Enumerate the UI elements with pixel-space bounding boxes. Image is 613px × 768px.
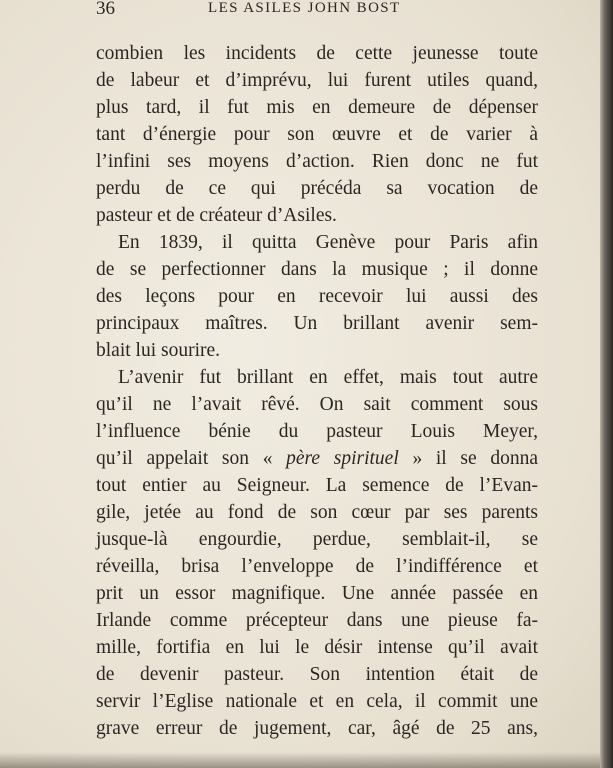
text-line: pasteur et de créateur d’Asiles. <box>96 205 337 226</box>
text-line: prit un essor magnifique. Une année passée en <box>96 583 538 604</box>
text-line: servir l’Eglise nationale et en cela, il commit une <box>96 691 538 712</box>
text-line-with-italic: qu’il appelait son « père spirituel » il se donna <box>96 448 538 469</box>
body-text <box>96 40 538 742</box>
text-line: plus tard, il fut mis en demeure de dépenser <box>96 97 538 118</box>
paragraph-3 <box>96 364 538 742</box>
paragraph-1 <box>96 40 538 229</box>
text-line: L’avenir fut brillant en effet, mais tout autre <box>118 367 538 388</box>
paragraph-2 <box>96 229 538 364</box>
text-line: Irlande comme précepteur dans une pieuse fa- <box>96 610 538 631</box>
text-line: réveilla, brisa l’enveloppe de l’indifférence et <box>96 556 538 577</box>
text-line: grave erreur de jugement, car, âgé de 25 ans, <box>96 718 538 739</box>
italic-phrase: père spirituel <box>286 448 399 469</box>
text-line: gile, jetée au fond de son cœur par ses parents <box>96 502 538 523</box>
text-line: l’infini ses moyens d’action. Rien donc ne fut <box>96 151 538 172</box>
text-line: de se perfectionner dans la musique ; il donne <box>96 259 538 280</box>
page-edge <box>600 0 613 768</box>
text-line: de labeur et d’imprévu, lui furent utiles quand, <box>96 70 538 91</box>
text-line: l’influence bénie du pasteur Louis Meyer, <box>96 421 538 442</box>
text-line: des leçons pour en recevoir lui aussi des <box>96 286 538 307</box>
text-line: jusque-là engourdie, perdue, semblait-il, se <box>96 529 538 550</box>
page-number: 36 <box>96 0 115 19</box>
text-line: tout entier au Seigneur. La semence de l’Evan- <box>96 475 538 496</box>
text-line: tant d’énergie pour son œuvre et de varier à <box>96 124 538 145</box>
text-line: perdu de ce qui précéda sa vocation de <box>96 178 538 199</box>
page-header <box>96 0 541 20</box>
page-bottom-shadow <box>0 752 600 768</box>
text-line: qu’il ne l’avait rêvé. On sait comment sous <box>96 394 538 415</box>
text-line: principaux maîtres. Un brillant avenir sem- <box>96 313 538 334</box>
text-line: mille, fortifia en lui le désir intense qu’il avait <box>96 637 538 658</box>
running-title: LES ASILES JOHN BOST <box>208 0 401 16</box>
text-line: combien les incidents de cette jeunesse toute <box>96 43 538 64</box>
text-line: blait lui sourire. <box>96 340 221 361</box>
text-line: En 1839, il quitta Genève pour Paris afin <box>118 232 538 253</box>
text-line: de devenir pasteur. Son intention était de <box>96 664 538 685</box>
